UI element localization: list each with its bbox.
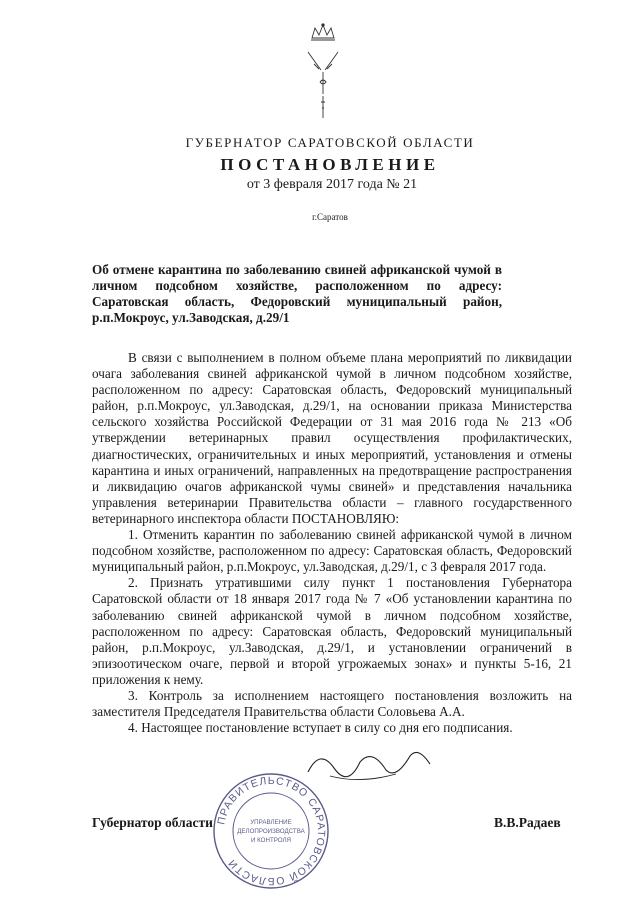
document-body <box>92 350 572 736</box>
seal-ring-text: ПРАВИТЕЛЬСТВО САРАТОВСКОЙ ОБЛАСТИ <box>215 774 328 888</box>
seal-center-line-3: И КОНТРОЛЯ <box>250 837 292 844</box>
clause-1: 1. Отменить карантин по заболеванию свиней африканской чумой в личном подсобном хозяйстве, расположенном по адресу: Саратовская область, Федоровский муниципальный район, р.п.Мокроус, ул.Заводская, д.29/1, с 3 февраля 2017 года. <box>92 527 572 575</box>
clause-3: 3. Контроль за исполнением настоящего постановления возложить на заместителя Председателя Правительства области Соловьева А.А. <box>92 687 572 720</box>
preamble-paragraph: В связи с выполнением в полном объеме плана мероприятий по ликвидации очага заболевания свиней африканской чумой в личном подсобном хозяйстве, расположенном по адресу: Саратовская область, Федоровский муниципальный район, р.п.Мокроус, ул.Заводская, д.29/1, на основании приказа Министерства сельского хозяйства Российской Федерации от 31 мая 2016 года № 213 «Об утверждении ветеринарных правил осуществления профилактических, диагностических, ограничительных и иных мероприятий, установления и отмены карантина и иных ограничений, направленных на предотвращение распространения и ликвидацию очагов африканской чумы свиней» и представления начальника управления ветеринарии Правительства области – главного государственного ветеринарного инспектора области ПОСТАНОВЛЯЮ: <box>92 350 572 526</box>
coat-of-arms-icon <box>300 22 346 124</box>
clause-2: 2. Признать утратившими силу пункт 1 постановления Губернатора Саратовской области от 18 января 2017 года № 7 «Об установлении карантина по заболеванию свиней африканской чумой в личном подсобном хозяйстве, расположенном по адресу: Саратовская область, Федоровский муниципальный район, р.п.Мокроус, ул.Заводская, д.29/1, и установлении ограничений в эпизоотическом очаге, первой и второй угрожаемых зонах» и пункты 5-16, 21 приложения к нему. <box>92 575 572 687</box>
document-city: г.Саратов <box>312 212 348 222</box>
official-seal-stamp <box>212 772 330 890</box>
authority-title: ГУБЕРНАТОР САРАТОВСКОЙ ОБЛАСТИ <box>185 135 475 150</box>
seal-center-line-1: УПРАВЛЕНИЕ <box>250 819 292 826</box>
document-subject: Об отмене карантина по заболеванию свиней африканской чумой в личном подсобном хозяйстве, расположенном по адресу: Саратовская область, Федоровский муниципальный район, р.п.Мокроус, ул.Заводская, д.29/1 <box>92 262 502 325</box>
signatory-name: В.В.Радаев <box>494 815 561 830</box>
seal-center-line-2: ДЕЛОПРОИЗВОДСТВА <box>237 828 305 835</box>
document-date-number: от 3 февраля 2017 года № 21 <box>246 177 418 192</box>
signatory-position: Губернатор области <box>92 815 213 830</box>
document-type: ПОСТАНОВЛЕНИЕ <box>220 155 440 174</box>
clause-4: 4. Настоящее постановление вступает в силу со дня его подписания. <box>128 720 513 736</box>
